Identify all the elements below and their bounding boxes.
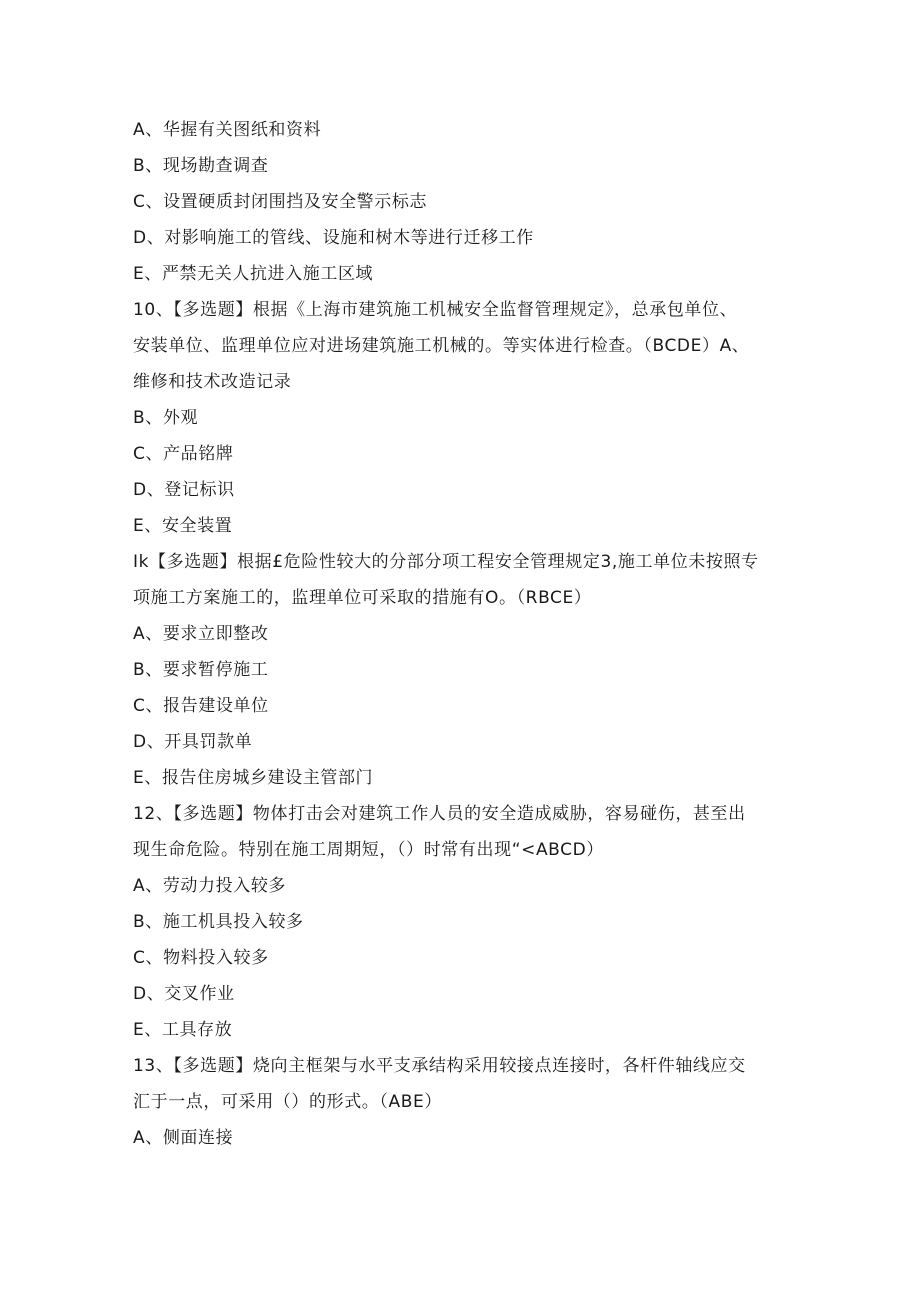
option-line: E、严禁无关人抗进入施工区域: [133, 264, 374, 284]
question-11-line: 项施工方案施工的，监理单位可采取的措施有O。（RBCE）: [133, 588, 592, 608]
question-13-line: 13、【多选题】烧向主框架与水平支承结构采用较接点连接时，各杆件轴线应交: [133, 1056, 746, 1076]
option-line: C、报告建设单位: [133, 696, 269, 716]
option-line: D、登记标识: [133, 480, 235, 500]
option-line: A、华握有关图纸和资料: [133, 120, 322, 140]
option-line: C、产品铭牌: [133, 444, 234, 464]
question-11-line: Ik【多选题】根据£危险性较大的分部分项工程安全管理规定3,施工单位未按照专: [133, 552, 759, 572]
question-12-line: 12、【多选题】物体打击会对建筑工作人员的安全造成威胁，容易碰伤，甚至出: [133, 804, 746, 824]
option-line: B、施工机具投入较多: [133, 912, 304, 932]
option-line: E、工具存放: [133, 1020, 233, 1040]
question-12-line: 现生命危险。特别在施工周期短，（）时常有出现“<ABCD）: [133, 840, 604, 860]
document-body: [133, 112, 793, 1156]
option-line: D、交叉作业: [133, 984, 235, 1004]
option-line: A、劳动力投入较多: [133, 876, 287, 896]
option-line: C、物料投入较多: [133, 948, 269, 968]
option-line: B、现场勘查调查: [133, 156, 269, 176]
option-line: D、对影响施工的管线、设施和树木等进行迁移工作: [133, 228, 534, 248]
option-line: A、侧面连接: [133, 1128, 234, 1148]
option-line: C、设置硬质封闭围挡及安全警示标志: [133, 192, 428, 212]
option-line: D、开具罚款单: [133, 732, 253, 752]
question-10-line: 10、【多选题】根据《上海市建筑施工机械安全监督管理规定》，总承包单位、: [133, 300, 738, 320]
option-line: B、外观: [133, 408, 199, 428]
option-line: 维修和技术改造记录: [133, 372, 292, 392]
option-line: E、报告住房城乡建设主管部门: [133, 768, 374, 788]
option-line: E、安全装置: [133, 516, 233, 536]
question-10-line: 安装单位、监理单位应对进场建筑施工机械的。等实体进行检查。（BCDE）A、: [133, 336, 750, 356]
option-line: A、要求立即整改: [133, 624, 269, 644]
option-line: B、要求暂停施工: [133, 660, 269, 680]
question-13-line: 汇于一点，可采用（）的形式。（ABE）: [133, 1092, 442, 1112]
